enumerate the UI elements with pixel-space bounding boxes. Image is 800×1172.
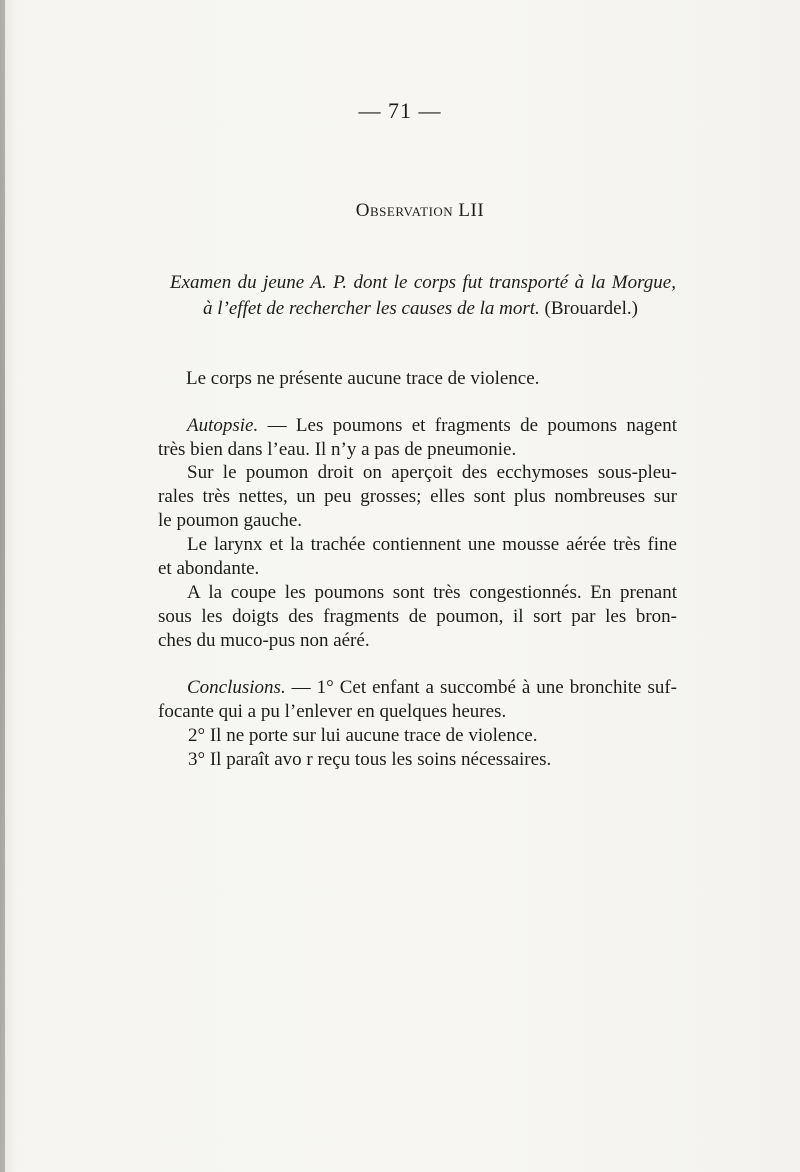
autopsie-line-2: très bien dans l’eau. Il n’y a pas de pneumonie. bbox=[158, 439, 517, 460]
conclusions-line-3: 2° Il ne porte sur lui aucune trace de violence. bbox=[188, 725, 538, 746]
conclusions-label: Conclusions. bbox=[187, 677, 286, 698]
coupe-line-3: ches du muco-pus non aéré. bbox=[158, 630, 370, 651]
conclusions-line-2: focante qui a pu l’enlever en quelques heures. bbox=[158, 701, 507, 722]
paragraph-corps: Le corps ne présente aucune trace de violence. bbox=[186, 368, 540, 389]
page-number: — 71 — bbox=[358, 98, 442, 123]
conclusions-line-1-text: — 1° Cet enfant a succombé à une bronchite suf- bbox=[285, 677, 677, 698]
poumon-line-2 bbox=[158, 485, 677, 509]
header-line-1-text: Examen du jeune A. P. dont le corps fut transporté à la Morgue, bbox=[170, 272, 676, 293]
larynx-line-1-text: Le larynx et la trachée contiennent une mousse aérée très fine bbox=[187, 534, 677, 555]
autopsie-label: Autopsie. bbox=[187, 415, 259, 436]
conclusions-line-1-wrap bbox=[187, 676, 677, 700]
header-line-2-italic: à l’effet de rechercher les causes de la mort. bbox=[203, 298, 540, 319]
autopsie-line-1-wrap bbox=[187, 414, 677, 438]
poumon-line-1-text: Sur le poumon droit on aperçoit des ecchymoses sous-pleu- bbox=[187, 462, 677, 483]
header-line-2 bbox=[203, 297, 638, 321]
larynx-line-1 bbox=[187, 533, 677, 557]
poumon-line-3: le poumon gauche. bbox=[158, 510, 303, 531]
coupe-line-1-text: A la coupe les poumons sont très congestionnés. En prenant bbox=[187, 582, 677, 603]
observation-title: Observation LII bbox=[355, 200, 485, 221]
autopsie-line-1-text: — Les poumons et fragments de poumons nagent bbox=[258, 415, 677, 436]
coupe-line-2 bbox=[158, 605, 677, 629]
poumon-line-2-text: rales très nettes, un peu grosses; elles sont plus nombreuses sur bbox=[158, 486, 677, 507]
book-spine-shadow bbox=[0, 0, 5, 1172]
autopsie-line-1 bbox=[187, 414, 677, 438]
header-author: (Brouardel.) bbox=[539, 298, 638, 319]
conclusions-line-1 bbox=[187, 676, 677, 700]
larynx-line-2: et abondante. bbox=[158, 558, 260, 579]
poumon-line-1 bbox=[187, 461, 677, 485]
header-line-1 bbox=[170, 271, 676, 295]
conclusions-line-4: 3° Il paraît avo r reçu tous les soins nécessaires. bbox=[188, 749, 552, 770]
coupe-line-2-text: sous les doigts des fragments de poumon, il sort par les bron- bbox=[158, 606, 677, 627]
coupe-line-1 bbox=[187, 581, 677, 605]
